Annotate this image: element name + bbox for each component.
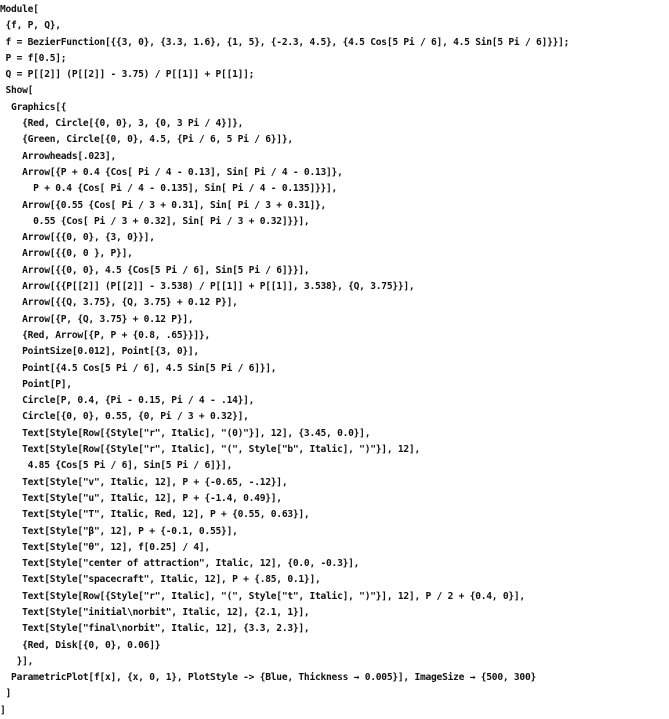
code-line: f = BezierFunction[{{3, 0}, {3.3, 1.6}, {1, 5}, {-2.3, 4.5}, {4.5 Cos[5 Pi / 6], 4.5 Sin[5 Pi / 6]}}]; [0,36,570,48]
code-line: 4.85 {Cos[5 Pi / 6], Sin[5 Pi / 6]}], [0,460,233,472]
code-line: Graphics[{ [0,101,67,113]
code-line: ] [0,704,6,716]
code-line: Point[{4.5 Cos[5 Pi / 6], 4.5 Sin[5 Pi / 6]}], [0,362,277,374]
code-line: 0.55 {Cos[ Pi / 3 + 0.32], Sin[ Pi / 3 + 0.32]}}], [0,215,310,227]
code-line: ] [0,688,12,700]
code-line: Text[Style["v", Italic, 12], P + {-0.65, -.12}], [0,476,288,488]
code-line: P + 0.4 {Cos[ Pi / 4 - 0.135], Sin[ Pi / 4 - 0.135]}}], [0,183,338,195]
code-line: Text[Style[Row[{Style["r", Italic], "(", Style["t", Italic], ")"}], 12], P / 2 + {0.4, 0}], [0,590,525,602]
code-line: P = f[0.5]; [0,52,67,64]
code-line: Text[Style["θ", 12], f[0.25] / 4], [0,541,210,553]
code-line: Text[Style["u", Italic, 12], P + {-1.4, 0.49}], [0,492,282,504]
code-line: Arrowheads[.023], [0,150,117,162]
code-line: Circle[{0, 0}, 0.55, {0, Pi / 3 + 0.32}], [0,411,249,423]
code-line: Text[Style[Row[{Style["r", Italic], "(0)"}], 12], {3.45, 0.0}], [0,427,371,439]
code-line: {Green, Circle[{0, 0}, 4.5, {Pi / 6, 5 Pi / 6}]}, [0,134,293,146]
code-line: Text[Style["final\norbit", Italic, 12], {3.3, 2.3}], [0,623,310,635]
code-line: Text[Style["center of attraction", Italic, 12], {0.0, -0.3}], [0,558,360,570]
code-line: Arrow[{{P[[2]] (P[[2]] - 3.538) / P[[1]] + P[[1]], 3.538}, {Q, 3.75}}], [0,281,415,293]
code-line: {Red, Arrow[{P, P + {0.8, .65}}]}, [0,329,210,341]
code-line: PointSize[0.012], Point[{3, 0}], [0,346,199,358]
code-line: }], [0,655,34,667]
code-line: Point[P], [0,378,72,390]
code-line: Show[ [0,85,34,97]
code-line: Arrow[{P, {Q, 3.75} + 0.12 P}], [0,313,194,325]
code-line: Text[Style["T", Italic, Red, 12], P + {0.55, 0.63}], [0,509,310,521]
code-line: Module[ [0,4,39,15]
code-line: {Red, Disk[{0, 0}, 0.06]} [0,639,161,651]
code-line: {Red, Circle[{0, 0}, 3, {0, 3 Pi / 4}]}, [0,118,244,130]
code-line: Circle[P, 0.4, {Pi - 0.15, Pi / 4 - .14}], [0,395,255,407]
code-line: Text[Style[Row[{Style["r", Italic], "(", Style["b", Italic], ")"}], 12], [0,444,420,456]
code-line: Arrow[{0.55 {Cos[ Pi / 3 + 0.31], Sin[ Pi / 3 + 0.31]}, [0,199,327,211]
code-line: Arrow[{P + 0.4 {Cos[ Pi / 4 - 0.13], Sin[ Pi / 4 - 0.13]}, [0,166,343,178]
code-line: Arrow[{{0, 0}, 4.5 {Cos[5 Pi / 6], Sin[5 Pi / 6]}}], [0,264,310,276]
code-line: Text[Style["β", 12], P + {-0.1, 0.55}], [0,525,238,537]
code-line: Arrow[{{Q, 3.75}, {Q, 3.75} + 0.12 P}], [0,297,238,309]
code-line: {f, P, Q}, [0,20,61,32]
code-line: Text[Style["initial\norbit", Italic, 12], {2.1, 1}], [0,606,310,618]
code-line: Arrow[{{0, 0}, {3, 0}}], [0,232,155,244]
code-block [0,2,667,719]
code-line: Text[Style["spacecraft", Italic, 12], P + {.85, 0.1}], [0,574,321,586]
code-line: Arrow[{{0, 0 }, P}], [0,248,133,260]
code-line: Q = P[[2]] (P[[2]] - 3.75) / P[[1]] + P[[1]]; [0,69,255,81]
code-line: ParametricPlot[f[x], {x, 0, 1}, PlotStyle -> {Blue, Thickness → 0.005}], ImageSize → {500, 300} [0,672,537,684]
